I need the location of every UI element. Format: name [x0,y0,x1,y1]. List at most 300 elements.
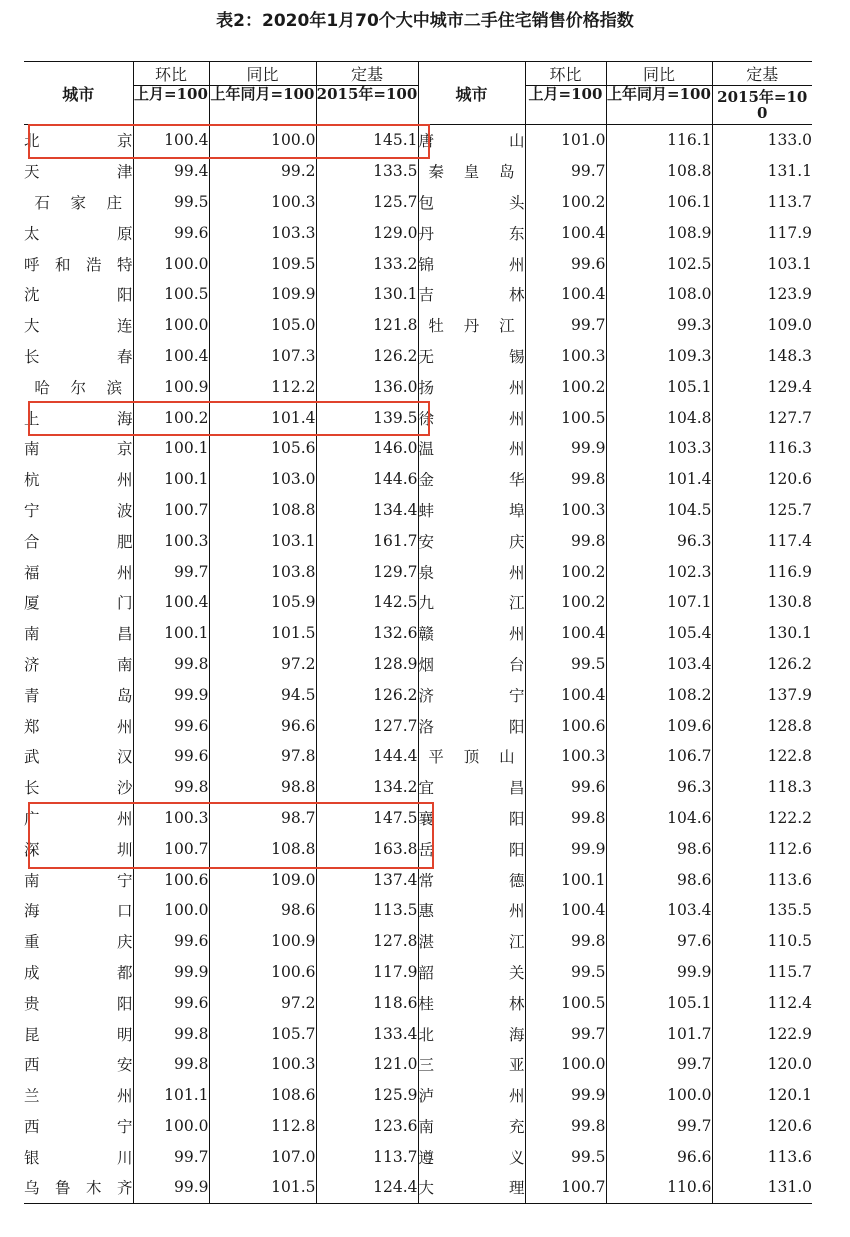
city-cell-right [418,679,525,710]
yoy-value: 100.6 [209,957,316,988]
city-name: 宜 昌 [418,779,525,798]
yoy-value: 99.9 [606,957,712,988]
header-mom-sub-right: 上月=100 [525,86,606,125]
yoy-value: 116.1 [606,125,712,156]
city-name: 吉 林 [418,286,525,305]
city-cell-left [24,618,133,649]
mom-value: 99.7 [525,156,606,187]
city-name: 秦 皇 岛 [428,163,515,182]
table-row [24,556,812,587]
highlight-box-beijing [28,124,430,159]
city-name: 武 汉 [24,748,133,767]
city-name: 沈 阳 [24,286,133,305]
city-name: 昆 明 [24,1025,133,1044]
city-name: 牡 丹 江 [428,317,515,336]
city-cell-left [24,772,133,803]
city-cell-right [418,833,525,864]
table-row [24,587,812,618]
city-cell-right [418,987,525,1018]
table-row [24,926,812,957]
mom-value: 100.5 [525,402,606,433]
header-mom-right: 环比 [525,62,606,86]
yoy-value: 101.5 [209,1172,316,1203]
city-name: 济 南 [24,655,133,674]
city-cell-left [24,1049,133,1080]
yoy-value: 105.4 [606,618,712,649]
city-cell-left [24,741,133,772]
table-row [24,772,812,803]
base-value: 163.8 [316,833,418,864]
city-cell-left [24,156,133,187]
mom-value: 100.4 [525,217,606,248]
city-name: 银 川 [24,1148,133,1167]
city-cell-left [24,926,133,957]
base-value: 133.0 [712,125,812,156]
yoy-value: 96.3 [606,525,712,556]
mom-value: 99.9 [133,957,209,988]
yoy-value: 109.9 [209,279,316,310]
base-value: 124.4 [316,1172,418,1203]
mom-value: 99.5 [525,957,606,988]
city-name: 福 州 [24,563,133,582]
yoy-value: 98.7 [209,803,316,834]
table-row [24,310,812,341]
header-city-left: 城市 [24,62,133,125]
yoy-value: 108.9 [606,217,712,248]
base-value: 125.7 [316,187,418,218]
city-name: 烟 台 [418,655,525,674]
mom-value: 101.1 [133,1080,209,1111]
mom-value: 100.3 [525,741,606,772]
yoy-value: 108.2 [606,679,712,710]
city-cell-right [418,1111,525,1142]
mom-value: 100.2 [525,587,606,618]
city-name: 南 昌 [24,625,133,644]
yoy-value: 106.7 [606,741,712,772]
base-value: 122.2 [712,803,812,834]
mom-value: 100.0 [133,248,209,279]
city-name: 蚌 埠 [418,501,525,520]
base-value: 112.6 [712,833,812,864]
city-cell-left [24,248,133,279]
yoy-value: 101.5 [209,618,316,649]
city-name: 温 州 [418,440,525,459]
city-name: 乌 鲁 木 齐 [24,1179,133,1198]
yoy-value: 104.8 [606,402,712,433]
yoy-value: 109.0 [209,864,316,895]
base-value: 145.1 [316,125,418,156]
city-name: 包 头 [418,193,525,212]
mom-value: 99.8 [525,803,606,834]
base-value: 127.7 [316,710,418,741]
yoy-value: 112.8 [209,1111,316,1142]
city-cell-right [418,649,525,680]
mom-value: 100.4 [133,125,209,156]
base-value: 146.0 [316,433,418,464]
yoy-value: 99.7 [606,1111,712,1142]
header-base-sub-left: 2015年=100 [316,86,418,125]
city-cell-right [418,371,525,402]
city-name: 宁 波 [24,501,133,520]
yoy-value: 110.6 [606,1172,712,1203]
city-cell-right [418,741,525,772]
mom-value: 99.6 [525,772,606,803]
yoy-value: 104.6 [606,803,712,834]
city-cell-right [418,525,525,556]
base-value: 137.9 [712,679,812,710]
table-row [24,217,812,248]
table-row [24,371,812,402]
header-mom-left: 环比 [133,62,209,86]
base-value: 137.4 [316,864,418,895]
city-cell-right [418,402,525,433]
base-value: 128.8 [712,710,812,741]
table-row [24,433,812,464]
city-cell-left [24,1018,133,1049]
table-row [24,1141,812,1172]
city-cell-right [418,341,525,372]
city-cell-right [418,310,525,341]
page-title: 表2：2020年1月70个大中城市二手住宅销售价格指数 [216,11,634,31]
yoy-value: 108.8 [209,833,316,864]
city-name: 广 州 [24,809,133,828]
city-name: 湛 江 [418,933,525,952]
yoy-value: 103.0 [209,464,316,495]
yoy-value: 96.3 [606,772,712,803]
city-name: 遵 义 [418,1148,525,1167]
city-cell-right [418,1080,525,1111]
city-name: 南 宁 [24,871,133,890]
base-value: 121.0 [316,1049,418,1080]
yoy-value: 100.3 [209,187,316,218]
city-cell-right [418,1049,525,1080]
city-cell-left [24,1141,133,1172]
yoy-value: 101.4 [606,464,712,495]
base-value: 122.8 [712,741,812,772]
city-cell-right [418,433,525,464]
mom-value: 99.8 [133,1018,209,1049]
city-cell-left [24,187,133,218]
base-value: 116.3 [712,433,812,464]
city-name: 扬 州 [418,378,525,397]
mom-value: 100.6 [525,710,606,741]
mom-value: 100.0 [133,1111,209,1142]
city-name: 锦 州 [418,255,525,274]
yoy-value: 97.6 [606,926,712,957]
base-value: 144.4 [316,741,418,772]
mom-value: 100.4 [525,279,606,310]
base-value: 103.1 [712,248,812,279]
city-name: 厦 门 [24,594,133,613]
base-value: 128.9 [316,649,418,680]
base-value: 122.9 [712,1018,812,1049]
yoy-value: 98.6 [209,895,316,926]
base-value: 139.5 [316,402,418,433]
header-row-1 [24,62,812,86]
table-row [24,710,812,741]
city-cell-right [418,279,525,310]
table-row [24,1080,812,1111]
city-cell-right [418,248,525,279]
base-value: 135.5 [712,895,812,926]
city-cell-right [418,772,525,803]
city-cell-left [24,587,133,618]
mom-value: 99.9 [525,833,606,864]
base-value: 131.0 [712,1172,812,1203]
base-value: 123.6 [316,1111,418,1142]
city-name: 贵 阳 [24,994,133,1013]
mom-value: 99.8 [133,1049,209,1080]
city-cell-left [24,371,133,402]
yoy-value: 108.0 [606,279,712,310]
mom-value: 100.3 [525,495,606,526]
table-row [24,618,812,649]
city-name: 长 春 [24,347,133,366]
mom-value: 99.8 [525,1111,606,1142]
base-value: 126.2 [712,649,812,680]
city-cell-left [24,464,133,495]
city-name: 桂 林 [418,994,525,1013]
base-value: 112.4 [712,987,812,1018]
highlight-box-shanghai [28,401,430,436]
yoy-value: 112.2 [209,371,316,402]
city-name: 深 圳 [24,840,133,859]
header-yoy-sub-right: 上年同月=100 [606,86,712,125]
yoy-value: 96.6 [209,710,316,741]
mom-value: 100.0 [133,895,209,926]
city-cell-right [418,556,525,587]
yoy-value: 98.6 [606,833,712,864]
header-base-sub-right: 2015年=100 [712,86,812,125]
city-name: 常 德 [418,871,525,890]
base-value: 126.2 [316,341,418,372]
mom-value: 100.7 [133,495,209,526]
mom-value: 100.1 [133,464,209,495]
mom-value: 99.7 [525,310,606,341]
city-name: 兰 州 [24,1087,133,1106]
base-value: 161.7 [316,525,418,556]
mom-value: 99.8 [525,926,606,957]
mom-value: 99.9 [133,679,209,710]
yoy-value: 100.3 [209,1049,316,1080]
city-name: 无 锡 [418,347,525,366]
table-body [24,125,812,1204]
base-value: 134.4 [316,495,418,526]
city-cell-right [418,1018,525,1049]
yoy-value: 99.3 [606,310,712,341]
mom-value: 100.5 [133,279,209,310]
table-row [24,1049,812,1080]
base-value: 129.0 [316,217,418,248]
mom-value: 101.0 [525,125,606,156]
base-value: 130.1 [712,618,812,649]
yoy-value: 105.6 [209,433,316,464]
city-cell-right [418,803,525,834]
base-value: 133.2 [316,248,418,279]
base-value: 125.9 [316,1080,418,1111]
base-value: 129.7 [316,556,418,587]
city-cell-left [24,341,133,372]
city-cell-left [24,495,133,526]
header-yoy-right: 同比 [606,62,712,86]
mom-value: 99.8 [133,649,209,680]
city-cell-left [24,310,133,341]
table-row [24,495,812,526]
city-cell-left [24,679,133,710]
base-value: 118.3 [712,772,812,803]
table-row [24,279,812,310]
yoy-value: 108.8 [606,156,712,187]
yoy-value: 97.8 [209,741,316,772]
city-name: 金 华 [418,471,525,490]
yoy-value: 109.5 [209,248,316,279]
city-cell-right [418,125,525,156]
city-name: 襄 阳 [418,809,525,828]
table-row [24,1111,812,1142]
city-cell-right [418,464,525,495]
base-value: 115.7 [712,957,812,988]
table-row [24,525,812,556]
base-value: 113.7 [316,1141,418,1172]
table-row [24,957,812,988]
yoy-value: 107.1 [606,587,712,618]
yoy-value: 100.0 [606,1080,712,1111]
mom-value: 100.4 [525,895,606,926]
yoy-value: 98.6 [606,864,712,895]
price-index-table [24,61,812,1204]
base-value: 113.7 [712,187,812,218]
table-row [24,895,812,926]
city-name: 岳 阳 [418,840,525,859]
city-name: 合 肥 [24,532,133,551]
mom-value: 100.4 [133,341,209,372]
mom-value: 100.0 [525,1049,606,1080]
base-value: 121.8 [316,310,418,341]
base-value: 148.3 [712,341,812,372]
yoy-value: 101.7 [606,1018,712,1049]
city-name: 北 京 [24,132,133,151]
city-cell-right [418,587,525,618]
header-base-left: 定基 [316,62,418,86]
base-value: 133.5 [316,156,418,187]
city-name: 泸 州 [418,1087,525,1106]
mom-value: 99.8 [525,464,606,495]
mom-value: 99.5 [133,187,209,218]
city-name: 呼 和 浩 特 [24,255,133,274]
yoy-value: 104.5 [606,495,712,526]
city-name: 哈 尔 滨 [34,378,123,397]
city-name: 南 京 [24,440,133,459]
yoy-value: 103.4 [606,649,712,680]
mom-value: 100.5 [525,987,606,1018]
base-value: 113.6 [712,864,812,895]
base-value: 118.6 [316,987,418,1018]
city-name: 海 口 [24,902,133,921]
mom-value: 99.7 [133,1141,209,1172]
yoy-value: 105.0 [209,310,316,341]
yoy-value: 102.3 [606,556,712,587]
city-name: 惠 州 [418,902,525,921]
city-cell-right [418,710,525,741]
mom-value: 99.4 [133,156,209,187]
mom-value: 99.5 [525,649,606,680]
city-name: 西 宁 [24,1117,133,1136]
header-base-right: 定基 [712,62,812,86]
base-value: 120.0 [712,1049,812,1080]
city-name: 徐 州 [418,409,525,428]
mom-value: 100.7 [133,833,209,864]
city-cell-left [24,710,133,741]
city-name: 北 海 [418,1025,525,1044]
city-name: 唐 山 [418,132,525,151]
yoy-value: 94.5 [209,679,316,710]
mom-value: 100.4 [525,679,606,710]
base-value: 109.0 [712,310,812,341]
mom-value: 100.2 [525,556,606,587]
yoy-value: 103.4 [606,895,712,926]
base-value: 110.5 [712,926,812,957]
city-name: 洛 阳 [418,717,525,736]
city-cell-left [24,957,133,988]
header-mom-sub-left: 上月=100 [133,86,209,125]
base-value: 120.6 [712,1111,812,1142]
city-cell-left [24,433,133,464]
highlight-box-guangzhou-shenzhen [28,802,434,869]
mom-value: 100.7 [525,1172,606,1203]
city-cell-right [418,957,525,988]
city-cell-left [24,217,133,248]
table-row [24,156,812,187]
city-name: 大 连 [24,317,133,336]
mom-value: 100.1 [133,433,209,464]
mom-value: 100.4 [133,587,209,618]
city-name: 天 津 [24,163,133,182]
mom-value: 99.6 [525,248,606,279]
base-value: 113.6 [712,1141,812,1172]
yoy-value: 108.8 [209,495,316,526]
mom-value: 100.9 [133,371,209,402]
city-name: 丹 东 [418,224,525,243]
city-cell-left [24,1111,133,1142]
yoy-value: 106.1 [606,187,712,218]
mom-value: 99.8 [525,525,606,556]
base-value: 125.7 [712,495,812,526]
base-value: 136.0 [316,371,418,402]
base-value: 130.1 [316,279,418,310]
base-value: 117.4 [712,525,812,556]
city-cell-right [418,495,525,526]
mom-value: 100.1 [525,864,606,895]
city-cell-left [24,1172,133,1203]
city-cell-right [418,1172,525,1203]
base-value: 131.1 [712,156,812,187]
city-name: 南 充 [418,1117,525,1136]
mom-value: 99.7 [525,1018,606,1049]
mom-value: 100.3 [133,525,209,556]
city-name: 九 江 [418,594,525,613]
city-cell-left [24,1080,133,1111]
city-name: 大 理 [418,1179,525,1198]
city-name: 西 安 [24,1056,133,1075]
mom-value: 99.9 [525,1080,606,1111]
mom-value: 100.6 [133,864,209,895]
yoy-value: 109.6 [606,710,712,741]
yoy-value: 105.1 [606,987,712,1018]
yoy-value: 102.5 [606,248,712,279]
mom-value: 99.5 [525,1141,606,1172]
city-name: 成 都 [24,963,133,982]
yoy-value: 96.6 [606,1141,712,1172]
